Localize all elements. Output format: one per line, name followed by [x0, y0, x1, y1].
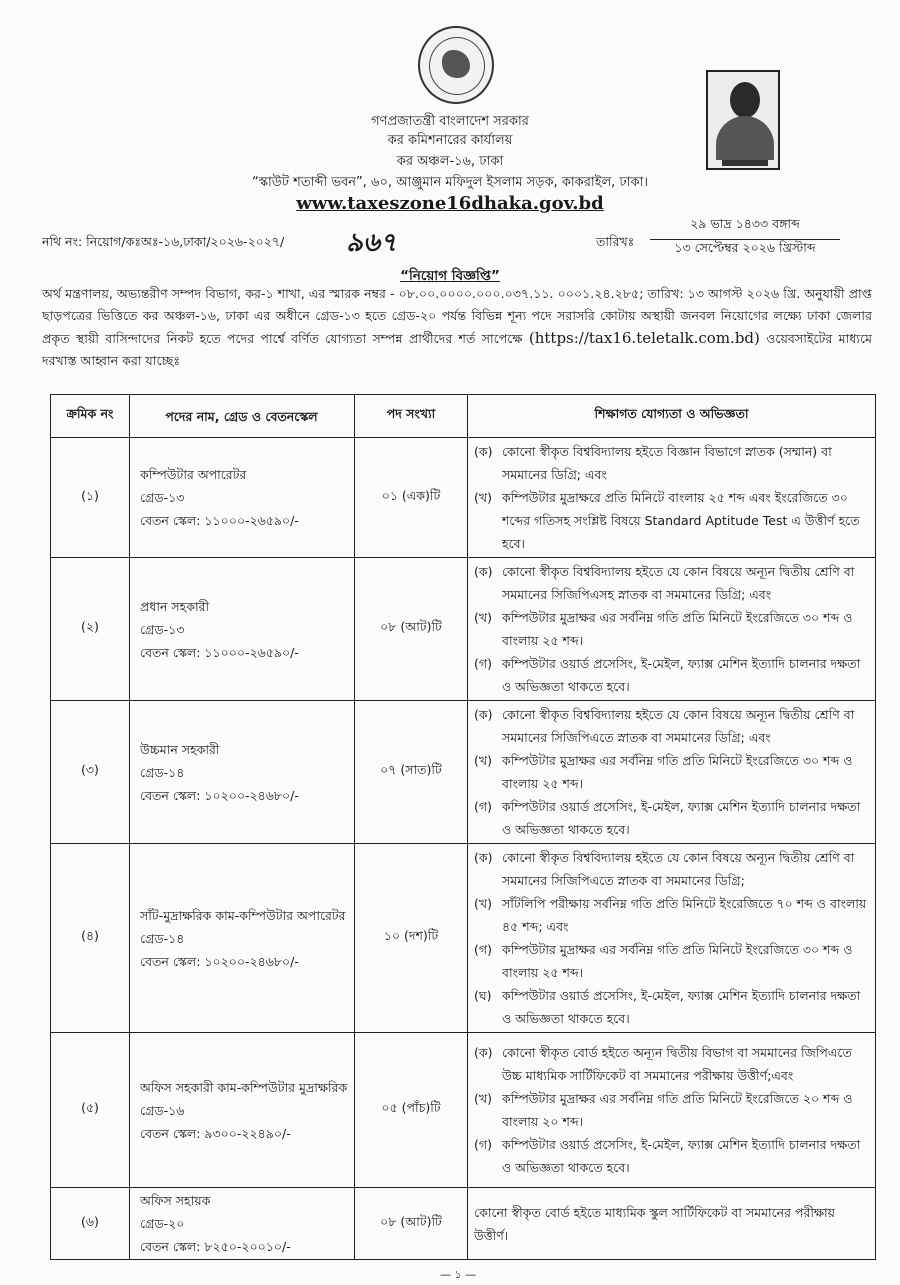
- vacancy-table: [50, 394, 876, 1260]
- pay-scale: বেতন স্কেল: ৯৩০০-২২৪৯০/-: [140, 1125, 291, 1141]
- qualification-marker: (গ): [474, 1137, 492, 1152]
- header-website-link[interactable]: www.taxeszone16dhaka.gov.bd: [296, 193, 604, 214]
- qualification-cell: [468, 1033, 876, 1188]
- qualification-cell: [468, 1188, 876, 1260]
- qualification-item: [474, 486, 869, 555]
- qualification-item: [474, 1133, 869, 1179]
- post-name: প্রধান সহকারী: [140, 598, 210, 614]
- post-name: অফিস সহায়ক: [140, 1193, 211, 1208]
- post-cell: [130, 844, 355, 1033]
- intro-text: অর্থ মন্ত্রণালয়, অভ্যন্তরীণ সম্পদ বিভাগ, কর-১ শাখা, এর স্মারক নম্বর - ০৮.০০.০০০০.০০০.০৩৭.১১. ০০০১.২৪.২৮৫; তারিখ: ১৩ আগস্ট ২০২৬ খ্রি. অনুযায়ী প্রাপ্ত ছাড়পত্রের ভিত্তিতে কর অঞ্চল-১৬, ঢাকা এর অধীনে গ্রেড-১৩ হতে গ্রেড-২০ পর্যন্ত বিভিন্ন শূন্য পদে সরাসরি কোটায় অস্থায়ী জনবল নিয়োগের লক্ষ্যে ঢাকা জেলার প্রকৃত স্থায়ী বাসিন্দাদের নিকট হতে পদের পার্শ্বে বর্ণিত যোগ্যতা সম্পন্ন প্রার্থীদের শর্ত সাপেক্ষে: [42, 286, 872, 346]
- post-cell: [130, 1033, 355, 1188]
- qualification-item: [474, 846, 869, 892]
- qualification-text: কম্পিউটার মুদ্রাক্ষরে প্রতি মিনিটে বাংলায় ২৫ শব্দ এবং ইংরেজিতে ৩০ শব্দের গতিসহ সংশ্লিষ্ট বিষয়ে Standard Aptitude Test এ উত্তীর্ণ হতে হবে।: [502, 490, 860, 551]
- serial-cell: [51, 701, 130, 844]
- table-row: [51, 1188, 876, 1260]
- memo-number: ৯৬৭: [346, 228, 397, 258]
- date-label: তারিখঃ: [596, 234, 635, 249]
- header-post: পদের নাম, গ্রেড ও বেতনস্কেল: [130, 395, 355, 438]
- serial-number: (১): [81, 487, 99, 503]
- qualification-marker: (গ): [474, 656, 492, 671]
- qualification-marker: (খ): [474, 753, 492, 768]
- post-cell: [130, 1188, 355, 1260]
- serial-number: (৬): [81, 1213, 99, 1229]
- qualification-text: কম্পিউটার ওয়ার্ড প্রসেসিং, ই-মেইল, ফ্যাক্স মেশিন ইত্যাদি চালনার দক্ষতা ও অভিজ্ঞতা থাকতে হবে।: [502, 799, 861, 837]
- qualification-marker: (ক): [474, 444, 493, 459]
- header-serial: ক্রমিক নং: [51, 395, 130, 438]
- post-name: সাঁট-মুদ্রাক্ষরিক কাম-কম্পিউটার অপারেটর: [140, 907, 346, 923]
- post-cell: [130, 438, 355, 558]
- date-gregorian: ১৩ সেপ্টেম্বর ২০২৬ খ্রিস্টাব্দ: [674, 240, 816, 255]
- count-cell: [355, 558, 468, 701]
- table-row: [51, 844, 876, 1033]
- serial-number: (৩): [81, 762, 99, 777]
- qualification-cell: [468, 701, 876, 844]
- qualification-text: সাঁটলিপি পরীক্ষায় সর্বনিম্ন গতি প্রতি মিনিটে ইংরেজিতে ৭০ শব্দ ও বাংলায় ৪৫ শব্দ; এবং: [502, 896, 867, 934]
- pay-scale: বেতন স্কেল: ১০২০০-২৪৬৮০/-: [140, 953, 299, 969]
- post-grade: গ্রেড-১৪: [140, 930, 185, 946]
- post-grade: গ্রেড-১৬: [140, 1102, 185, 1118]
- count-cell: [355, 1188, 468, 1260]
- table-row: [51, 438, 876, 558]
- qualification-marker: (গ): [474, 799, 492, 814]
- qualification-text: কোনো স্বীকৃত বোর্ড হইতে মাধ্যমিক স্কুল সার্টিফিকেট বা সমমানের পরীক্ষায় উত্তীর্ণ।: [474, 1204, 836, 1243]
- post-grade: গ্রেড-১৪: [140, 764, 185, 780]
- pay-scale: বেতন স্কেল: ১১০০০-২৬৫৯০/-: [140, 513, 299, 528]
- notice-title: “নিয়োগ বিজ্ঞপ্তি”: [400, 268, 500, 284]
- post-cell: [130, 701, 355, 844]
- qualification-text: কোনো স্বীকৃত বিশ্ববিদ্যালয় হইতে যে কোন বিষয়ে অন্যূন দ্বিতীয় শ্রেণি বা সমমানের সিজিপিএতে স্নাতক বা সমমানের ডিগ্রি; এবং: [502, 707, 855, 745]
- qualification-item: [474, 1201, 869, 1247]
- post-name: কম্পিউটার অপারেটর: [140, 467, 247, 482]
- qualification-text: কম্পিউটার মুদ্রাক্ষর এর সর্বনিম্ন গতি প্রতি মিনিটে ইংরেজিতে ৩০ শব্দ ও বাংলায় ২৫ শব্দ।: [502, 610, 853, 648]
- qualification-text: কোনো স্বীকৃত বিশ্ববিদ্যালয় হইতে যে কোন বিষয়ে অন্যূন দ্বিতীয় শ্রেণি বা সমমানের সিজিপিএসহ স্নাতক বা সমমানের ডিগ্রি; এবং: [502, 564, 855, 602]
- qualification-marker: (ক): [474, 850, 493, 865]
- post-name: উচ্চমান সহকারী: [140, 741, 220, 757]
- header-government: গণপ্রজাতন্ত্রী বাংলাদেশ সরকার: [371, 114, 529, 129]
- qualification-marker: (গ): [474, 942, 492, 957]
- serial-cell: [51, 1033, 130, 1188]
- post-count: ০৮ (আট)টি: [380, 619, 442, 634]
- qualification-cell: [468, 844, 876, 1033]
- qualification-marker: (খ): [474, 490, 492, 505]
- serial-cell: [51, 844, 130, 1033]
- pay-scale: বেতন স্কেল: ৮২৫০-২০০১০/-: [140, 1239, 291, 1254]
- serial-number: (৪): [81, 928, 99, 943]
- qualification-text: কম্পিউটার মুদ্রাক্ষর এর সর্বনিম্ন গতি প্রতি মিনিটে ইংরেজিতে ২০ শব্দ ও বাংলায় ২০ শব্দ।: [502, 1091, 853, 1129]
- application-url-link[interactable]: (https://tax16.teletalk.com.bd): [528, 329, 760, 347]
- qualification-marker: (খ): [474, 610, 492, 625]
- qualification-cell: [468, 438, 876, 558]
- serial-cell: [51, 558, 130, 701]
- qualification-marker: (খ): [474, 896, 492, 911]
- qualification-item: [474, 560, 869, 606]
- qualification-marker: (ক): [474, 564, 493, 579]
- qualification-item: [474, 440, 869, 486]
- count-cell: [355, 844, 468, 1033]
- qualification-item: [474, 1087, 869, 1133]
- table-body: [51, 438, 876, 1260]
- post-grade: গ্রেড-১৩: [140, 621, 185, 637]
- pay-scale: বেতন স্কেল: ১০২০০-২৪৬৮০/-: [140, 787, 299, 803]
- serial-cell: [51, 1188, 130, 1260]
- count-cell: [355, 701, 468, 844]
- qualification-text: কোনো স্বীকৃত বিশ্ববিদ্যালয় হইতে যে কোন বিষয়ে অন্যূন দ্বিতীয় শ্রেণি বা সমমানের সিজিপিএতে স্নাতক বা সমমানের ডিগ্রি;: [502, 850, 855, 888]
- header-address: “স্কাউট শতাব্দী ভবন”, ৬০, আঞ্জুমান মফিদুল ইসলাম সড়ক, কাকরাইল, ঢাকা।: [251, 175, 649, 190]
- serial-number: (৫): [81, 1100, 99, 1115]
- qualification-item: [474, 652, 869, 698]
- post-count: ০৮ (আট)টি: [380, 1213, 442, 1229]
- post-cell: [130, 558, 355, 701]
- pay-scale: বেতন স্কেল: ১১০০০-২৬৫৯০/-: [140, 644, 299, 660]
- post-name: অফিস সহকারী কাম-কম্পিউটার মুদ্রাক্ষরিক: [140, 1079, 348, 1095]
- government-seal: [418, 26, 494, 104]
- post-count: ১০ (দশ)টি: [383, 928, 439, 943]
- header-office: কর কমিশনারের কার্যালয়: [387, 133, 513, 148]
- header-qualification: শিক্ষাগত যোগ্যতা ও অভিজ্ঞতা: [468, 395, 876, 438]
- post-grade: গ্রেড-২০: [140, 1216, 185, 1231]
- qualification-text: কম্পিউটার মুদ্রাক্ষর এর সর্বনিম্ন গতি প্রতি মিনিটে ইংরেজিতে ৩০ শব্দ ও বাংলায় ২৫ শব্দ।: [502, 753, 853, 791]
- post-grade: গ্রেড-১৩: [140, 490, 185, 505]
- qualification-text: কোনো স্বীকৃত বিশ্ববিদ্যালয় হইতে বিজ্ঞান বিভাগে স্নাতক (সম্মান) বা সমমানের ডিগ্রি; এবং: [502, 444, 832, 482]
- table-header-row: [51, 395, 876, 438]
- post-count: ০৭ (সাত)টি: [380, 762, 442, 777]
- qualification-text: কম্পিউটার ওয়ার্ড প্রসেসিং, ই-মেইল, ফ্যাক্স মেশিন ইত্যাদি চালনার দক্ষতা ও অভিজ্ঞতা থাকতে হবে।: [502, 656, 861, 694]
- qualification-text: কম্পিউটার ওয়ার্ড প্রসেসিং, ই-মেইল, ফ্যাক্স মেশিন ইত্যাদি চালনার দক্ষতা ও অভিজ্ঞতা থাকতে হবে।: [502, 1137, 861, 1175]
- date-bangla: ২৯ ভাদ্র ১৪৩৩ বঙ্গাব্দ: [650, 216, 840, 240]
- serial-cell: [51, 438, 130, 558]
- qualification-item: [474, 606, 869, 652]
- qualification-text: কম্পিউটার মুদ্রাক্ষর এর সর্বনিম্ন গতি প্রতি মিনিটে ইংরেজিতে ৩০ শব্দ ও বাংলায় ২৫ শব্দ।: [502, 942, 853, 980]
- qualification-marker: (ঘ): [474, 988, 492, 1003]
- intro-text-end: ওয়েবসাইটের মাধ্যমে দরখাস্ত আহ্বান করা যাচ্ছেঃ: [42, 331, 872, 368]
- qualification-marker: (ক): [474, 1045, 493, 1060]
- post-count: ০১ (এক)টি: [381, 487, 441, 503]
- serial-number: (২): [81, 619, 99, 634]
- qualification-marker: (ক): [474, 707, 493, 722]
- qualification-cell: [468, 558, 876, 701]
- qualification-text: কোনো স্বীকৃত বোর্ড হইতে অন্যূন দ্বিতীয় বিভাগ বা সমমানের জিপিএতে উচ্চ মাধ্যমিক সার্টিফিকেট বা সমমানের পরীক্ষায় উত্তীর্ণ;এবং: [502, 1045, 852, 1083]
- qualification-item: [474, 703, 869, 749]
- qualification-item: [474, 749, 869, 795]
- qualification-item: [474, 795, 869, 841]
- qualification-item: [474, 938, 869, 984]
- qualification-item: [474, 984, 869, 1030]
- header-zone: কর অঞ্চল-১৬, ঢাকা: [396, 154, 504, 169]
- table-row: [51, 1033, 876, 1188]
- count-cell: [355, 438, 468, 558]
- page-number-mark: — ১ —: [440, 1268, 477, 1281]
- table-row: [51, 558, 876, 701]
- qualification-item: [474, 892, 869, 938]
- memo-label: নথি নং: নিয়োগ/কঃঅঃ-১৬,ঢাকা/২০২৬-২০২৭/: [42, 234, 285, 249]
- qualification-text: কম্পিউটার ওয়ার্ড প্রসেসিং, ই-মেইল, ফ্যাক্স মেশিন ইত্যাদি চালনার দক্ষতা ও অভিজ্ঞতা থাকতে হবে।: [502, 988, 861, 1026]
- count-cell: [355, 1033, 468, 1188]
- header-count: পদ সংখ্যা: [355, 395, 468, 438]
- intro-paragraph: [42, 283, 872, 372]
- qualification-item: [474, 1041, 869, 1087]
- table-row: [51, 701, 876, 844]
- post-count: ০৫ (পাঁচ)টি: [381, 1100, 441, 1115]
- qualification-marker: (খ): [474, 1091, 492, 1106]
